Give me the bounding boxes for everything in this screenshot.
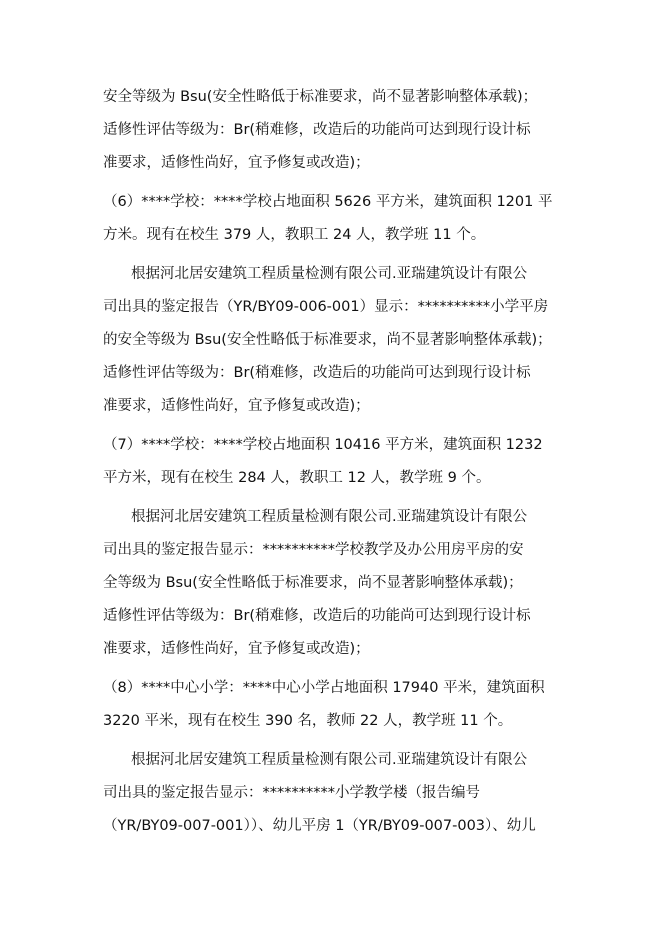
text-line: 司出具的鉴定报告（YR/BY09-006-001）显示：**********小学平房: [103, 299, 549, 315]
text-line: 准要求，适修性尚好，宜予修复或改造)；: [103, 155, 370, 171]
text-line: 适修性评估等级为：Br(稍难修，改造后的功能尚可达到现行设计标: [103, 608, 531, 624]
text-line: 准要求，适修性尚好，宜予修复或改造)；: [103, 641, 370, 657]
text-line: 全等级为 Bsu(安全性略低于标准要求，尚不显著影响整体承载)；: [103, 575, 523, 591]
text-line: （7）****学校：****学校占地面积 10416 平方米，建筑面积 1232: [103, 437, 543, 453]
text-line: （8）****中心小学：****中心小学占地面积 17940 平米，建筑面积: [103, 680, 545, 696]
text-line: 安全等级为 Bsu(安全性略低于标准要求，尚不显著影响整体承载)；: [103, 89, 538, 105]
text-line: 平方米，现有在校生 284 人，教职工 12 人，教学班 9 个。: [103, 470, 491, 486]
text-line: 方米。现有在校生 379 人，教职工 24 人，教学班 11 个。: [103, 227, 486, 243]
text-line: 根据河北居安建筑工程质量检测有限公司.亚瑞建筑设计有限公: [131, 266, 528, 282]
text-line: 司出具的鉴定报告显示：**********小学教学楼（报告编号: [103, 785, 480, 801]
text-line: 根据河北居安建筑工程质量检测有限公司.亚瑞建筑设计有限公: [131, 752, 528, 768]
text-line: 适修性评估等级为：Br(稍难修，改造后的功能尚可达到现行设计标: [103, 122, 531, 138]
text-line: 司出具的鉴定报告显示：**********学校教学及办公用房平房的安: [103, 542, 524, 558]
text-line: （6）****学校：****学校占地面积 5626 平方米，建筑面积 1201 平: [103, 194, 553, 210]
text-line: 准要求，适修性尚好，宜予修复或改造)；: [103, 398, 370, 414]
text-line: 根据河北居安建筑工程质量检测有限公司.亚瑞建筑设计有限公: [131, 509, 528, 525]
text-line: 的安全等级为 Bsu(安全性略低于标准要求，尚不显著影响整体承载)；: [103, 332, 552, 348]
text-line: （YR/BY09-007-001））、幼儿平房 1（YR/BY09-007-003）、幼儿: [103, 818, 536, 834]
text-line: 3220 平米，现有在校生 390 名，教师 22 人，教学班 11 个。: [103, 713, 513, 729]
text-line: 适修性评估等级为：Br(稍难修，改造后的功能尚可达到现行设计标: [103, 365, 531, 381]
